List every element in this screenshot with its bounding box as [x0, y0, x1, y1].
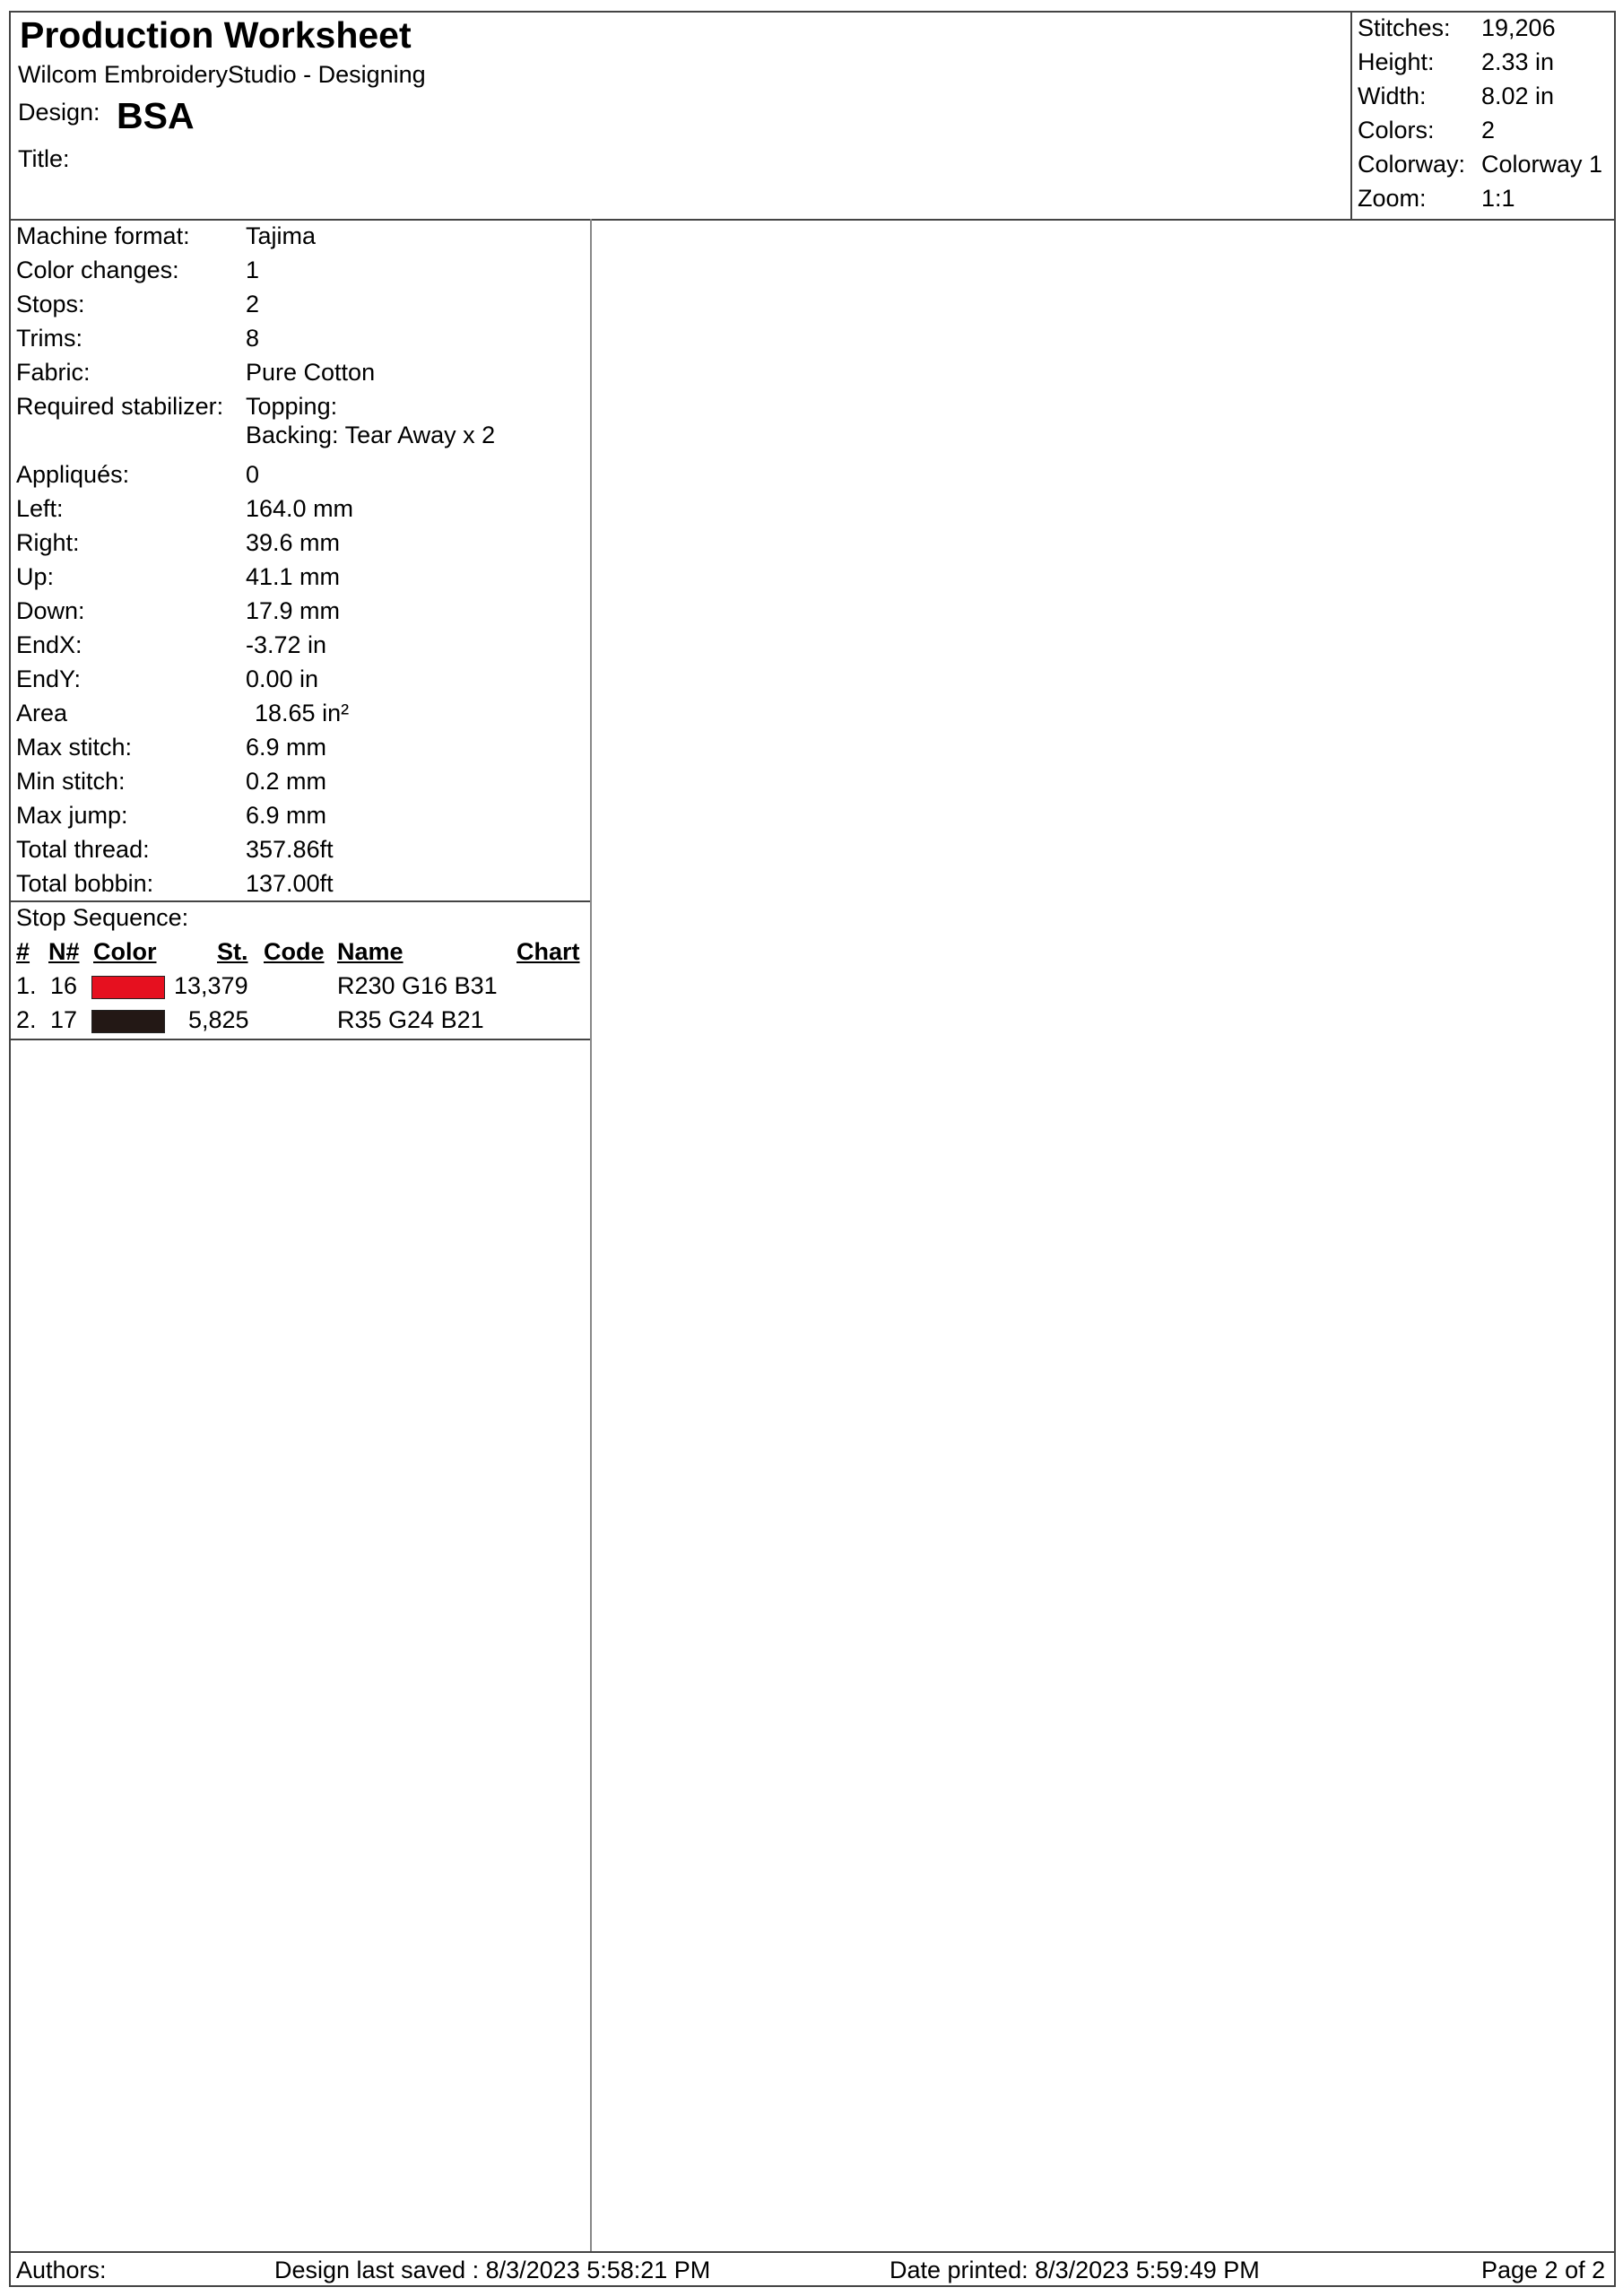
table-row	[11, 1006, 590, 1039]
title-label: Title:	[18, 145, 70, 172]
column-header-number: #	[16, 938, 30, 965]
worksheet-page: Production Worksheet Wilcom EmbroideryStudio - Designing Design: BSA Title: Stitches: 19,206 Height: 2.33 in Width: 8.02 in Colors: 2 Colorway: Colorway 1 Zoom: 1:1 Machine format: Tajima Color changes: 1 Stops: 2 Trims: 8 Fabric: Pure Cotton Required stabilizer: Topping: Backing: Tear Away x 2 Appliqués: 0 Left: 164.0 mm Right: 39.6 mm Up: 41.1 mm Down: 17.9 mm EndX: -3.72 in EndY: 0.00 in Area 18.65 in² Max stitch: 6.9 mm Min stitch: 0.2 mm Max jump: 6.9 mm Total thread: 357.86ft Total bobbin: 137.00ft Stop Sequence: # N# Color St. Code Name Chart 1. 16 13,379 R230 G16 B31 2. 17 5,825 R35 G24 B21 Authors: Design last saved : 8/3/2023 5:58:21 PM Date printed: 8/3/2023 5:59:49 PM Page 2 of 2	[9, 11, 1616, 2287]
column-header-name: Name	[337, 938, 404, 965]
design-stats-panel: Stitches: 19,206 Height: 2.33 in Width: 8.02 in Colors: 2 Colorway: Colorway 1 Zoom: 1:1	[1350, 13, 1616, 219]
info-separator	[11, 900, 590, 902]
row-needle: 17	[50, 1006, 78, 1033]
worksheet-footer	[11, 2251, 1614, 2289]
column-header-color: Color	[93, 938, 157, 965]
design-label: Design:	[18, 99, 100, 126]
table-row	[11, 972, 590, 1004]
panel-divider	[590, 219, 592, 2251]
page-title: Production Worksheet	[20, 14, 412, 56]
row-name: R230 G16 B31	[337, 972, 498, 999]
column-header-needle: N#	[48, 938, 80, 965]
row-name: R35 G24 B21	[337, 1006, 484, 1033]
stop-sequence-title: Stop Sequence:	[16, 904, 189, 931]
footer-date-printed: Date printed: 8/3/2023 5:59:49 PM	[890, 2257, 1260, 2283]
row-needle: 16	[50, 972, 78, 999]
footer-last-saved: Design last saved : 8/3/2023 5:58:21 PM	[274, 2257, 711, 2283]
footer-page-number: Page 2 of 2	[1481, 2257, 1606, 2283]
row-number: 2.	[16, 1006, 37, 1033]
footer-authors: Authors:	[16, 2257, 107, 2283]
color-swatch	[91, 1010, 165, 1033]
row-number: 1.	[16, 972, 37, 999]
color-swatch	[91, 976, 165, 999]
column-header-chart: Chart	[516, 938, 580, 965]
table-separator	[11, 1039, 590, 1040]
column-header-code: Code	[264, 938, 325, 965]
worksheet-header	[11, 13, 1614, 221]
row-stitches: 13,379	[174, 972, 248, 999]
row-stitches: 5,825	[188, 1006, 249, 1033]
application-name: Wilcom EmbroideryStudio - Designing	[18, 61, 426, 88]
design-name: BSA	[117, 95, 195, 136]
column-header-stitches: St.	[217, 938, 248, 965]
